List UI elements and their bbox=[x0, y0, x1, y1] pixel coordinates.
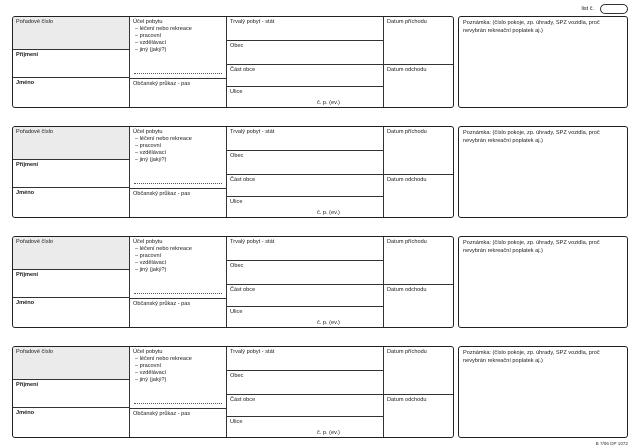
surname-cell[interactable] bbox=[13, 50, 130, 78]
street-label: Ulice bbox=[230, 419, 243, 425]
purpose-option: – vzdělávací bbox=[135, 370, 167, 376]
street-cell[interactable] bbox=[227, 87, 384, 108]
street-label: Ulice bbox=[230, 89, 243, 95]
sequence-number-label: Pořadové číslo bbox=[16, 19, 54, 25]
purpose-other-line bbox=[134, 403, 222, 404]
house-number-label: č. p. (ev.) bbox=[317, 100, 340, 106]
surname-label: Příjmení bbox=[16, 382, 39, 388]
arrival-date-label: Datum příchodu bbox=[387, 349, 427, 355]
purpose-option: – léčení nebo rekreace bbox=[135, 356, 192, 362]
stay-purpose-label: Účel pobytu bbox=[133, 19, 163, 25]
id-card-label: Občanský průkaz - pas bbox=[133, 301, 191, 307]
first-name-label: Jméno bbox=[16, 190, 35, 196]
first-name-cell[interactable] bbox=[13, 78, 130, 108]
sequence-number-label: Pořadové číslo bbox=[16, 239, 54, 245]
district-label: Část obce bbox=[230, 397, 256, 403]
surname-label: Příjmení bbox=[16, 162, 39, 168]
stay-purpose-options bbox=[133, 136, 223, 164]
id-card-label: Občanský průkaz - pas bbox=[133, 411, 191, 417]
purpose-option: – vzdělávací bbox=[135, 40, 167, 46]
sheet-number-label: list č. bbox=[581, 6, 594, 12]
residence-country-cell[interactable] bbox=[227, 347, 384, 371]
purpose-option: – jiný (jaký?) bbox=[135, 267, 167, 273]
id-card-label: Občanský průkaz - pas bbox=[133, 191, 191, 197]
arrival-date-cell[interactable] bbox=[384, 237, 454, 285]
municipality-cell[interactable] bbox=[227, 151, 384, 175]
municipality-cell[interactable] bbox=[227, 261, 384, 285]
district-cell[interactable] bbox=[227, 175, 384, 197]
municipality-label: Obec bbox=[230, 263, 244, 269]
id-card-cell[interactable] bbox=[130, 298, 227, 328]
departure-date-cell[interactable] bbox=[384, 395, 454, 438]
guest-record-main bbox=[12, 346, 454, 438]
id-card-cell[interactable] bbox=[130, 188, 227, 218]
street-label: Ulice bbox=[230, 199, 243, 205]
purpose-option: – jiný (jaký?) bbox=[135, 157, 167, 163]
purpose-option: – pracovní bbox=[135, 143, 162, 149]
purpose-option: – pracovní bbox=[135, 363, 162, 369]
municipality-label: Obec bbox=[230, 43, 244, 49]
arrival-date-cell[interactable] bbox=[384, 17, 454, 65]
stay-purpose-options bbox=[133, 356, 223, 384]
first-name-cell[interactable] bbox=[13, 298, 130, 328]
district-label: Část obce bbox=[230, 177, 256, 183]
stay-purpose-label: Účel pobytu bbox=[133, 349, 163, 355]
stay-purpose-label: Účel pobytu bbox=[133, 239, 163, 245]
note-label: Poznámka: (číslo pokoje, zp. úhrady, SPZ vozidla, proč nevybrán rekreační poplatek aj.) bbox=[463, 240, 600, 254]
stay-purpose-cell[interactable] bbox=[130, 17, 227, 78]
note-box[interactable] bbox=[458, 126, 628, 218]
sheet-number-box[interactable] bbox=[600, 4, 628, 14]
residence-country-label: Trvalý pobyt - stát bbox=[230, 239, 275, 245]
street-cell[interactable] bbox=[227, 307, 384, 328]
stay-purpose-cell[interactable] bbox=[130, 237, 227, 298]
stay-purpose-options bbox=[133, 26, 223, 54]
id-card-cell[interactable] bbox=[130, 408, 227, 438]
guest-record-block bbox=[12, 16, 628, 108]
note-label: Poznámka: (číslo pokoje, zp. úhrady, SPZ vozidla, proč nevybrán rekreační poplatek aj.) bbox=[463, 20, 600, 34]
stay-purpose-label: Účel pobytu bbox=[133, 129, 163, 135]
arrival-date-cell[interactable] bbox=[384, 347, 454, 395]
purpose-option: – jiný (jaký?) bbox=[135, 47, 167, 53]
municipality-label: Obec bbox=[230, 153, 244, 159]
id-card-cell[interactable] bbox=[130, 78, 227, 108]
residence-country-label: Trvalý pobyt - stát bbox=[230, 129, 275, 135]
departure-date-label: Datum odchodu bbox=[387, 177, 427, 183]
residence-country-label: Trvalý pobyt - stát bbox=[230, 19, 275, 25]
residence-country-cell[interactable] bbox=[227, 17, 384, 41]
district-cell[interactable] bbox=[227, 285, 384, 307]
departure-date-cell[interactable] bbox=[384, 65, 454, 108]
note-box[interactable] bbox=[458, 16, 628, 108]
sequence-number-cell[interactable] bbox=[13, 347, 130, 380]
house-number-label: č. p. (ev.) bbox=[317, 320, 340, 326]
arrival-date-label: Datum příchodu bbox=[387, 239, 427, 245]
surname-label: Příjmení bbox=[16, 272, 39, 278]
municipality-label: Obec bbox=[230, 373, 244, 379]
note-label: Poznámka: (číslo pokoje, zp. úhrady, SPZ vozidla, proč nevybrán rekreační poplatek aj.) bbox=[463, 350, 600, 364]
surname-cell[interactable] bbox=[13, 380, 130, 408]
residence-country-cell[interactable] bbox=[227, 237, 384, 261]
residence-country-cell[interactable] bbox=[227, 127, 384, 151]
residence-country-label: Trvalý pobyt - stát bbox=[230, 349, 275, 355]
sequence-number-cell[interactable] bbox=[13, 237, 130, 270]
guest-record-main bbox=[12, 16, 454, 108]
first-name-label: Jméno bbox=[16, 410, 35, 416]
purpose-option: – jiný (jaký?) bbox=[135, 377, 167, 383]
departure-date-label: Datum odchodu bbox=[387, 287, 427, 293]
note-box[interactable] bbox=[458, 346, 628, 438]
note-label: Poznámka: (číslo pokoje, zp. úhrady, SPZ vozidla, proč nevybrán rekreační poplatek aj.) bbox=[463, 130, 600, 144]
guest-record-block bbox=[12, 346, 628, 438]
district-label: Část obce bbox=[230, 287, 256, 293]
guest-record-main bbox=[12, 236, 454, 328]
purpose-option: – léčení nebo rekreace bbox=[135, 26, 192, 32]
sequence-number-label: Pořadové číslo bbox=[16, 349, 54, 355]
sheet-number-header bbox=[581, 3, 628, 15]
departure-date-label: Datum odchodu bbox=[387, 397, 427, 403]
id-card-label: Občanský průkaz - pas bbox=[133, 81, 191, 87]
purpose-option: – léčení nebo rekreace bbox=[135, 246, 192, 252]
house-number-label: č. p. (ev.) bbox=[317, 430, 340, 436]
house-number-label: č. p. (ev.) bbox=[317, 210, 340, 216]
departure-date-cell[interactable] bbox=[384, 175, 454, 218]
first-name-label: Jméno bbox=[16, 80, 35, 86]
purpose-option: – léčení nebo rekreace bbox=[135, 136, 192, 142]
sequence-number-cell[interactable] bbox=[13, 127, 130, 160]
arrival-date-label: Datum příchodu bbox=[387, 19, 427, 25]
stay-purpose-cell[interactable] bbox=[130, 127, 227, 188]
surname-label: Příjmení bbox=[16, 52, 39, 58]
note-box[interactable] bbox=[458, 236, 628, 328]
purpose-other-line bbox=[134, 73, 222, 74]
arrival-date-cell[interactable] bbox=[384, 127, 454, 175]
purpose-option: – vzdělávací bbox=[135, 260, 167, 266]
purpose-option: – vzdělávací bbox=[135, 150, 167, 156]
purpose-option: – pracovní bbox=[135, 253, 162, 259]
street-cell[interactable] bbox=[227, 197, 384, 218]
surname-cell[interactable] bbox=[13, 270, 130, 298]
first-name-cell[interactable] bbox=[13, 188, 130, 218]
departure-date-label: Datum odchodu bbox=[387, 67, 427, 73]
guest-record-block bbox=[12, 236, 628, 328]
district-label: Část obce bbox=[230, 67, 256, 73]
purpose-option: – pracovní bbox=[135, 33, 162, 39]
stay-purpose-options bbox=[133, 246, 223, 274]
street-cell[interactable] bbox=[227, 417, 384, 438]
first-name-cell[interactable] bbox=[13, 408, 130, 438]
sequence-number-cell[interactable] bbox=[13, 17, 130, 50]
form-code: B 7/06 DP 1072 bbox=[595, 441, 628, 446]
first-name-label: Jméno bbox=[16, 300, 35, 306]
departure-date-cell[interactable] bbox=[384, 285, 454, 328]
district-cell[interactable] bbox=[227, 65, 384, 87]
purpose-other-line bbox=[134, 293, 222, 294]
guest-record-block bbox=[12, 126, 628, 218]
sequence-number-label: Pořadové číslo bbox=[16, 129, 54, 135]
surname-cell[interactable] bbox=[13, 160, 130, 188]
guest-record-main bbox=[12, 126, 454, 218]
district-cell[interactable] bbox=[227, 395, 384, 417]
stay-purpose-cell[interactable] bbox=[130, 347, 227, 408]
street-label: Ulice bbox=[230, 309, 243, 315]
arrival-date-label: Datum příchodu bbox=[387, 129, 427, 135]
purpose-other-line bbox=[134, 183, 222, 184]
municipality-cell[interactable] bbox=[227, 371, 384, 395]
municipality-cell[interactable] bbox=[227, 41, 384, 65]
